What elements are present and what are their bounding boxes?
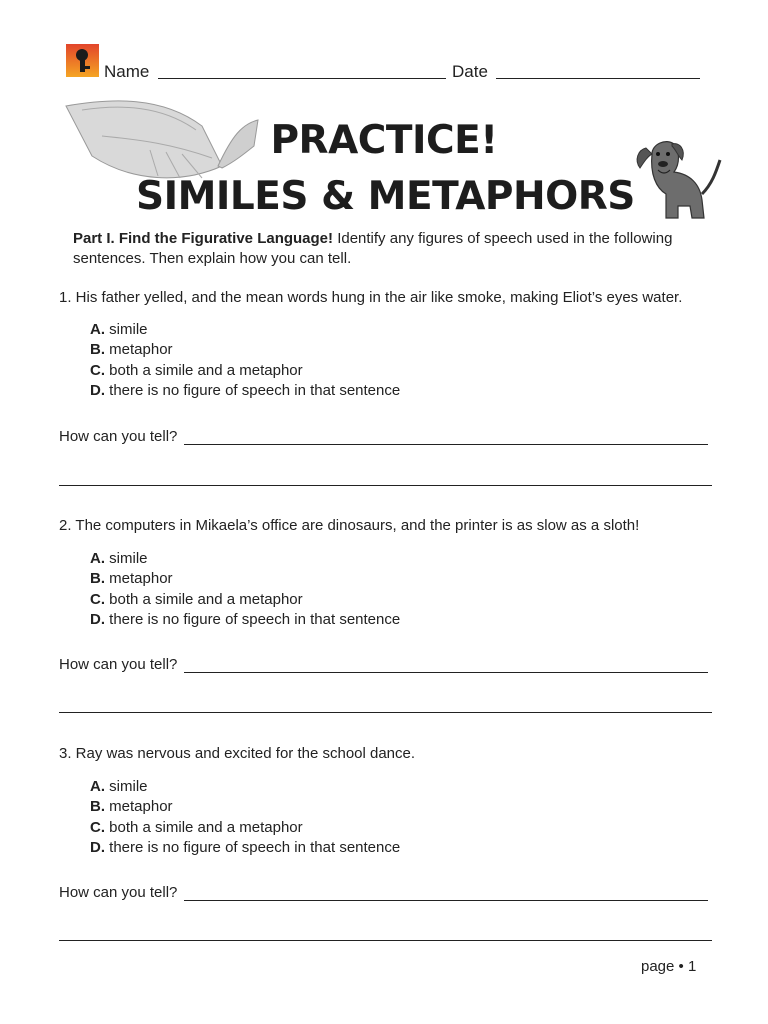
option-d[interactable]: D. there is no figure of speech in that sentence: [90, 838, 401, 856]
answer-field[interactable]: [184, 444, 708, 445]
option-c[interactable]: C. both a simile and a metaphor: [90, 361, 303, 379]
date-field[interactable]: [496, 78, 700, 79]
logo-icon: [66, 44, 99, 77]
option-a[interactable]: A. simile: [90, 778, 148, 795]
answer-field[interactable]: [184, 900, 708, 901]
how-can-you-tell-label: How can you tell?: [59, 428, 178, 445]
option-c[interactable]: C. both a simile and a metaphor: [90, 590, 303, 608]
page-title-line-1: PRACTICE!: [270, 118, 498, 163]
answer-line[interactable]: [59, 485, 712, 486]
answer-field[interactable]: [184, 672, 708, 673]
question-1-options: [90, 320, 400, 401]
option-b[interactable]: B. metaphor: [90, 341, 173, 359]
instructions-text: Identify any figures of speech used in the following sentences. Then explain how you can tell.: [73, 230, 673, 267]
option-d[interactable]: D. there is no figure of speech in that sentence: [90, 381, 401, 399]
option-b[interactable]: B. metaphor: [90, 798, 173, 816]
option-a[interactable]: A. simile: [90, 321, 148, 338]
question-3-options: [90, 777, 400, 858]
question-1: 1. His father yelled, and the mean words hung in the air like smoke, making Eliot’s eyes water.: [59, 289, 683, 306]
option-a[interactable]: A. simile: [90, 550, 148, 567]
page-number: page • 1: [641, 958, 697, 975]
answer-line[interactable]: [59, 712, 712, 713]
option-d[interactable]: D. there is no figure of speech in that sentence: [90, 610, 401, 628]
instructions: [73, 229, 713, 269]
name-label: Name: [104, 62, 150, 81]
date-label: Date: [452, 62, 488, 81]
answer-line[interactable]: [59, 940, 712, 941]
dog-illustration: [622, 124, 724, 224]
how-can-you-tell-label: How can you tell?: [59, 884, 178, 901]
option-c[interactable]: C. both a simile and a metaphor: [90, 818, 303, 836]
question-2-options: [90, 549, 400, 630]
instructions-heading: Part I. Find the Figurative Language!: [73, 230, 334, 247]
question-3: 3. Ray was nervous and excited for the school dance.: [59, 745, 416, 762]
how-can-you-tell-label: How can you tell?: [59, 656, 178, 673]
page-title-line-2: SIMILES & METAPHORS: [136, 174, 635, 219]
name-field[interactable]: [158, 78, 446, 79]
option-b[interactable]: B. metaphor: [90, 570, 173, 588]
question-2: 2. The computers in Mikaela’s office are dinosaurs, and the printer is as slow as a sloth!: [59, 517, 640, 534]
